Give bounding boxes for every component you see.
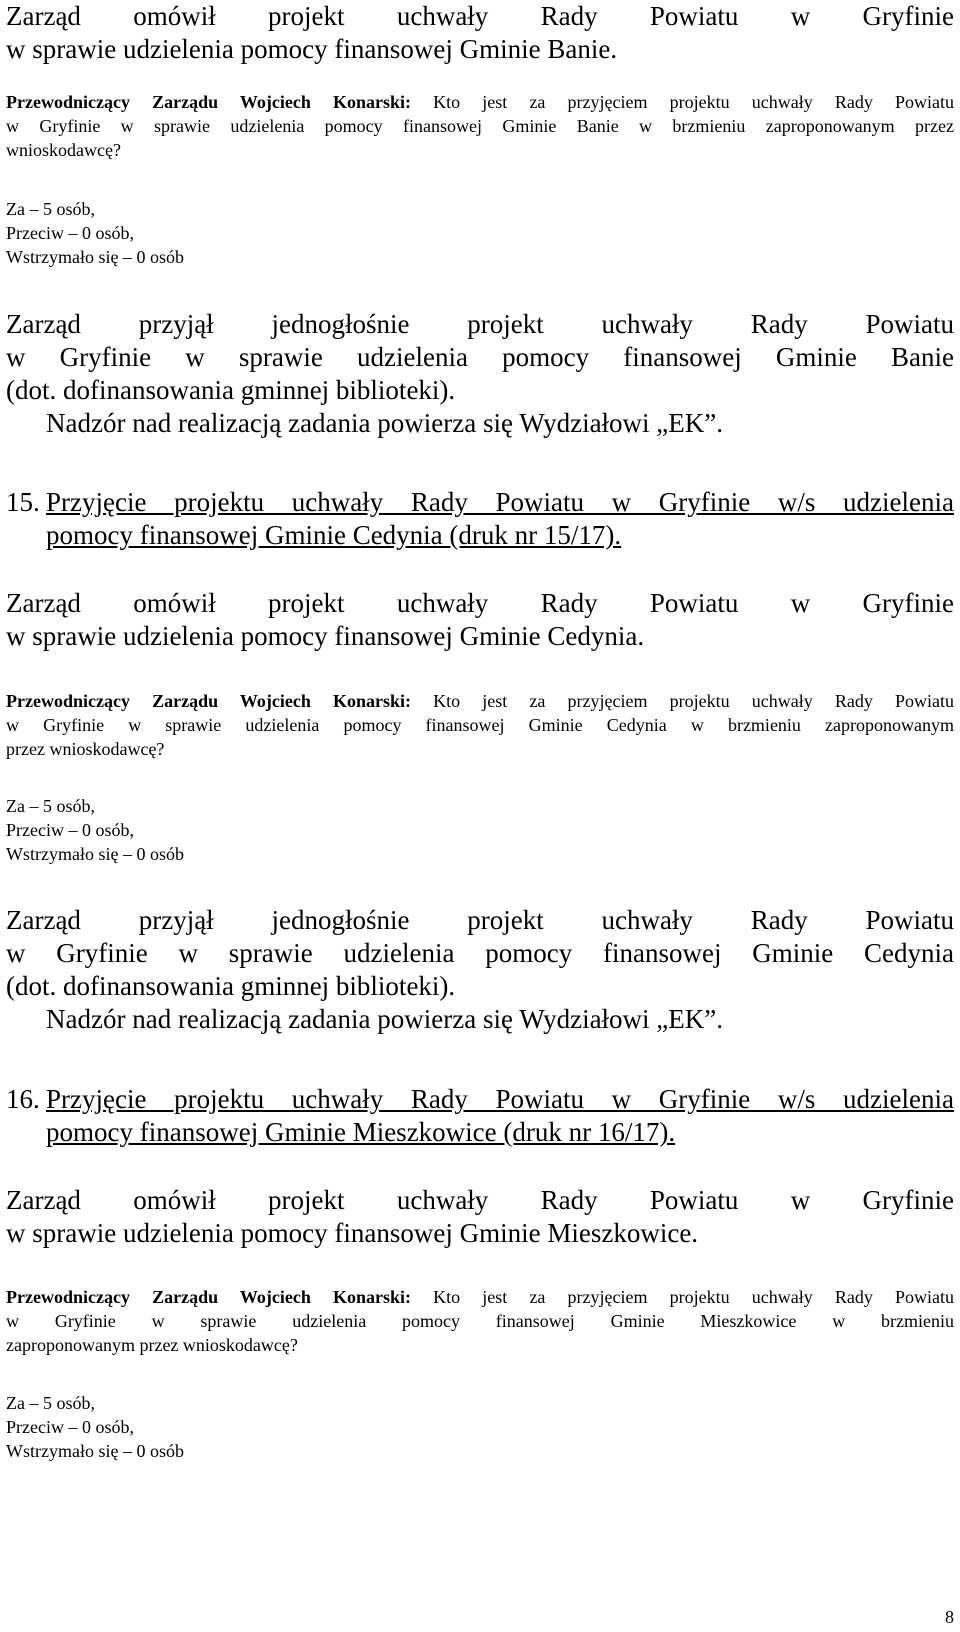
item-title-line: Przyjęcie projektu uchwały Rady Powiatu w Gryfinie w/s udzielenia — [46, 487, 954, 517]
question-line: wnioskodawcę? — [6, 140, 121, 160]
decision-paragraph-banie — [6, 308, 954, 440]
question-line: Kto jest za przyjęciem projektu uchwały Rady Powiatu — [433, 1287, 955, 1307]
decision-line: (dot. dofinansowania gminnej biblioteki). — [6, 971, 456, 1001]
question-line: w Gryfinie w sprawie udzielenia pomocy finansowej Gminie Banie w brzmieniu zaproponowanym przez — [6, 116, 954, 136]
vote-for: Za – 5 osób, — [6, 1393, 95, 1413]
vote-abstain: Wstrzymało się – 0 osób — [6, 1441, 184, 1461]
vote-results-mieszkowice — [6, 1391, 954, 1463]
vote-for: Za – 5 osób, — [6, 796, 95, 816]
vote-against: Przeciw – 0 osób, — [6, 820, 134, 840]
agenda-item-15 — [6, 486, 954, 552]
discussion-line: Zarząd omówił projekt uchwały Rady Powiatu w Gryfinie — [6, 588, 954, 618]
vote-against: Przeciw – 0 osób, — [6, 1417, 134, 1437]
question-paragraph-mieszkowice — [6, 1285, 954, 1357]
discussion-line: w sprawie udzielenia pomocy finansowej Gminie Mieszkowice. — [6, 1218, 699, 1248]
vote-results-banie — [6, 197, 954, 269]
supervision-line: Nadzór nad realizacją zadania powierza się Wydziałowi „EK”. — [46, 1004, 724, 1034]
decision-line: w Gryfinie w sprawie udzielenia pomocy finansowej Gminie Banie — [6, 342, 954, 372]
supervision-line: Nadzór nad realizacją zadania powierza się Wydziałowi „EK”. — [46, 408, 724, 438]
item-number: 16. — [6, 1084, 40, 1114]
speaker-name: Przewodniczący Zarządu Wojciech Konarski: — [6, 1287, 412, 1307]
question-paragraph-cedynia — [6, 689, 954, 761]
agenda-item-16 — [6, 1083, 954, 1149]
question-line: zaproponowanym przez wnioskodawcę? — [6, 1335, 298, 1355]
discussion-paragraph-cedynia — [6, 587, 954, 653]
decision-line: w Gryfinie w sprawie udzielenia pomocy finansowej Gminie Cedynia — [6, 938, 954, 968]
vote-against: Przeciw – 0 osób, — [6, 223, 134, 243]
item-title-line: pomocy finansowej Gminie Cedynia (druk nr 15/17). — [46, 520, 622, 550]
speaker-name: Przewodniczący Zarządu Wojciech Konarski: — [6, 92, 412, 112]
decision-paragraph-cedynia — [6, 904, 954, 1036]
discussion-line: Zarząd omówił projekt uchwały Rady Powiatu w Gryfinie — [6, 1185, 954, 1215]
question-line: w Gryfinie w sprawie udzielenia pomocy finansowej Gminie Cedynia w brzmieniu zaproponowanym — [6, 715, 954, 735]
page-number: 8 — [945, 1607, 954, 1627]
discussion-line: w sprawie udzielenia pomocy finansowej Gminie Cedynia. — [6, 621, 645, 651]
vote-abstain: Wstrzymało się – 0 osób — [6, 844, 184, 864]
discussion-paragraph-banie — [6, 0, 954, 66]
question-line: w Gryfinie w sprawie udzielenia pomocy finansowej Gminie Mieszkowice w brzmieniu — [6, 1311, 954, 1331]
vote-results-cedynia — [6, 794, 954, 866]
document-page — [6, 0, 954, 1632]
item-number: 15. — [6, 487, 40, 517]
decision-line: Zarząd przyjął jednogłośnie projekt uchwały Rady Powiatu — [6, 905, 954, 935]
question-line: przez wnioskodawcę? — [6, 739, 165, 759]
speaker-name: Przewodniczący Zarządu Wojciech Konarski: — [6, 691, 412, 711]
discussion-paragraph-mieszkowice — [6, 1184, 954, 1250]
question-line: Kto jest za przyjęciem projektu uchwały Rady Powiatu — [433, 92, 955, 112]
discussion-line: Zarząd omówił projekt uchwały Rady Powiatu w Gryfinie — [6, 1, 954, 31]
vote-abstain: Wstrzymało się – 0 osób — [6, 247, 184, 267]
item-title-line: Przyjęcie projektu uchwały Rady Powiatu w Gryfinie w/s udzielenia — [46, 1084, 954, 1114]
discussion-line: w sprawie udzielenia pomocy finansowej Gminie Banie. — [6, 34, 618, 64]
question-line: Kto jest za przyjęciem projektu uchwały Rady Powiatu — [433, 691, 955, 711]
decision-line: (dot. dofinansowania gminnej biblioteki). — [6, 375, 456, 405]
question-paragraph-banie — [6, 90, 954, 162]
vote-for: Za – 5 osób, — [6, 199, 95, 219]
item-title-line: pomocy finansowej Gminie Mieszkowice (druk nr 16/17). — [46, 1117, 676, 1147]
decision-line: Zarząd przyjął jednogłośnie projekt uchwały Rady Powiatu — [6, 309, 954, 339]
